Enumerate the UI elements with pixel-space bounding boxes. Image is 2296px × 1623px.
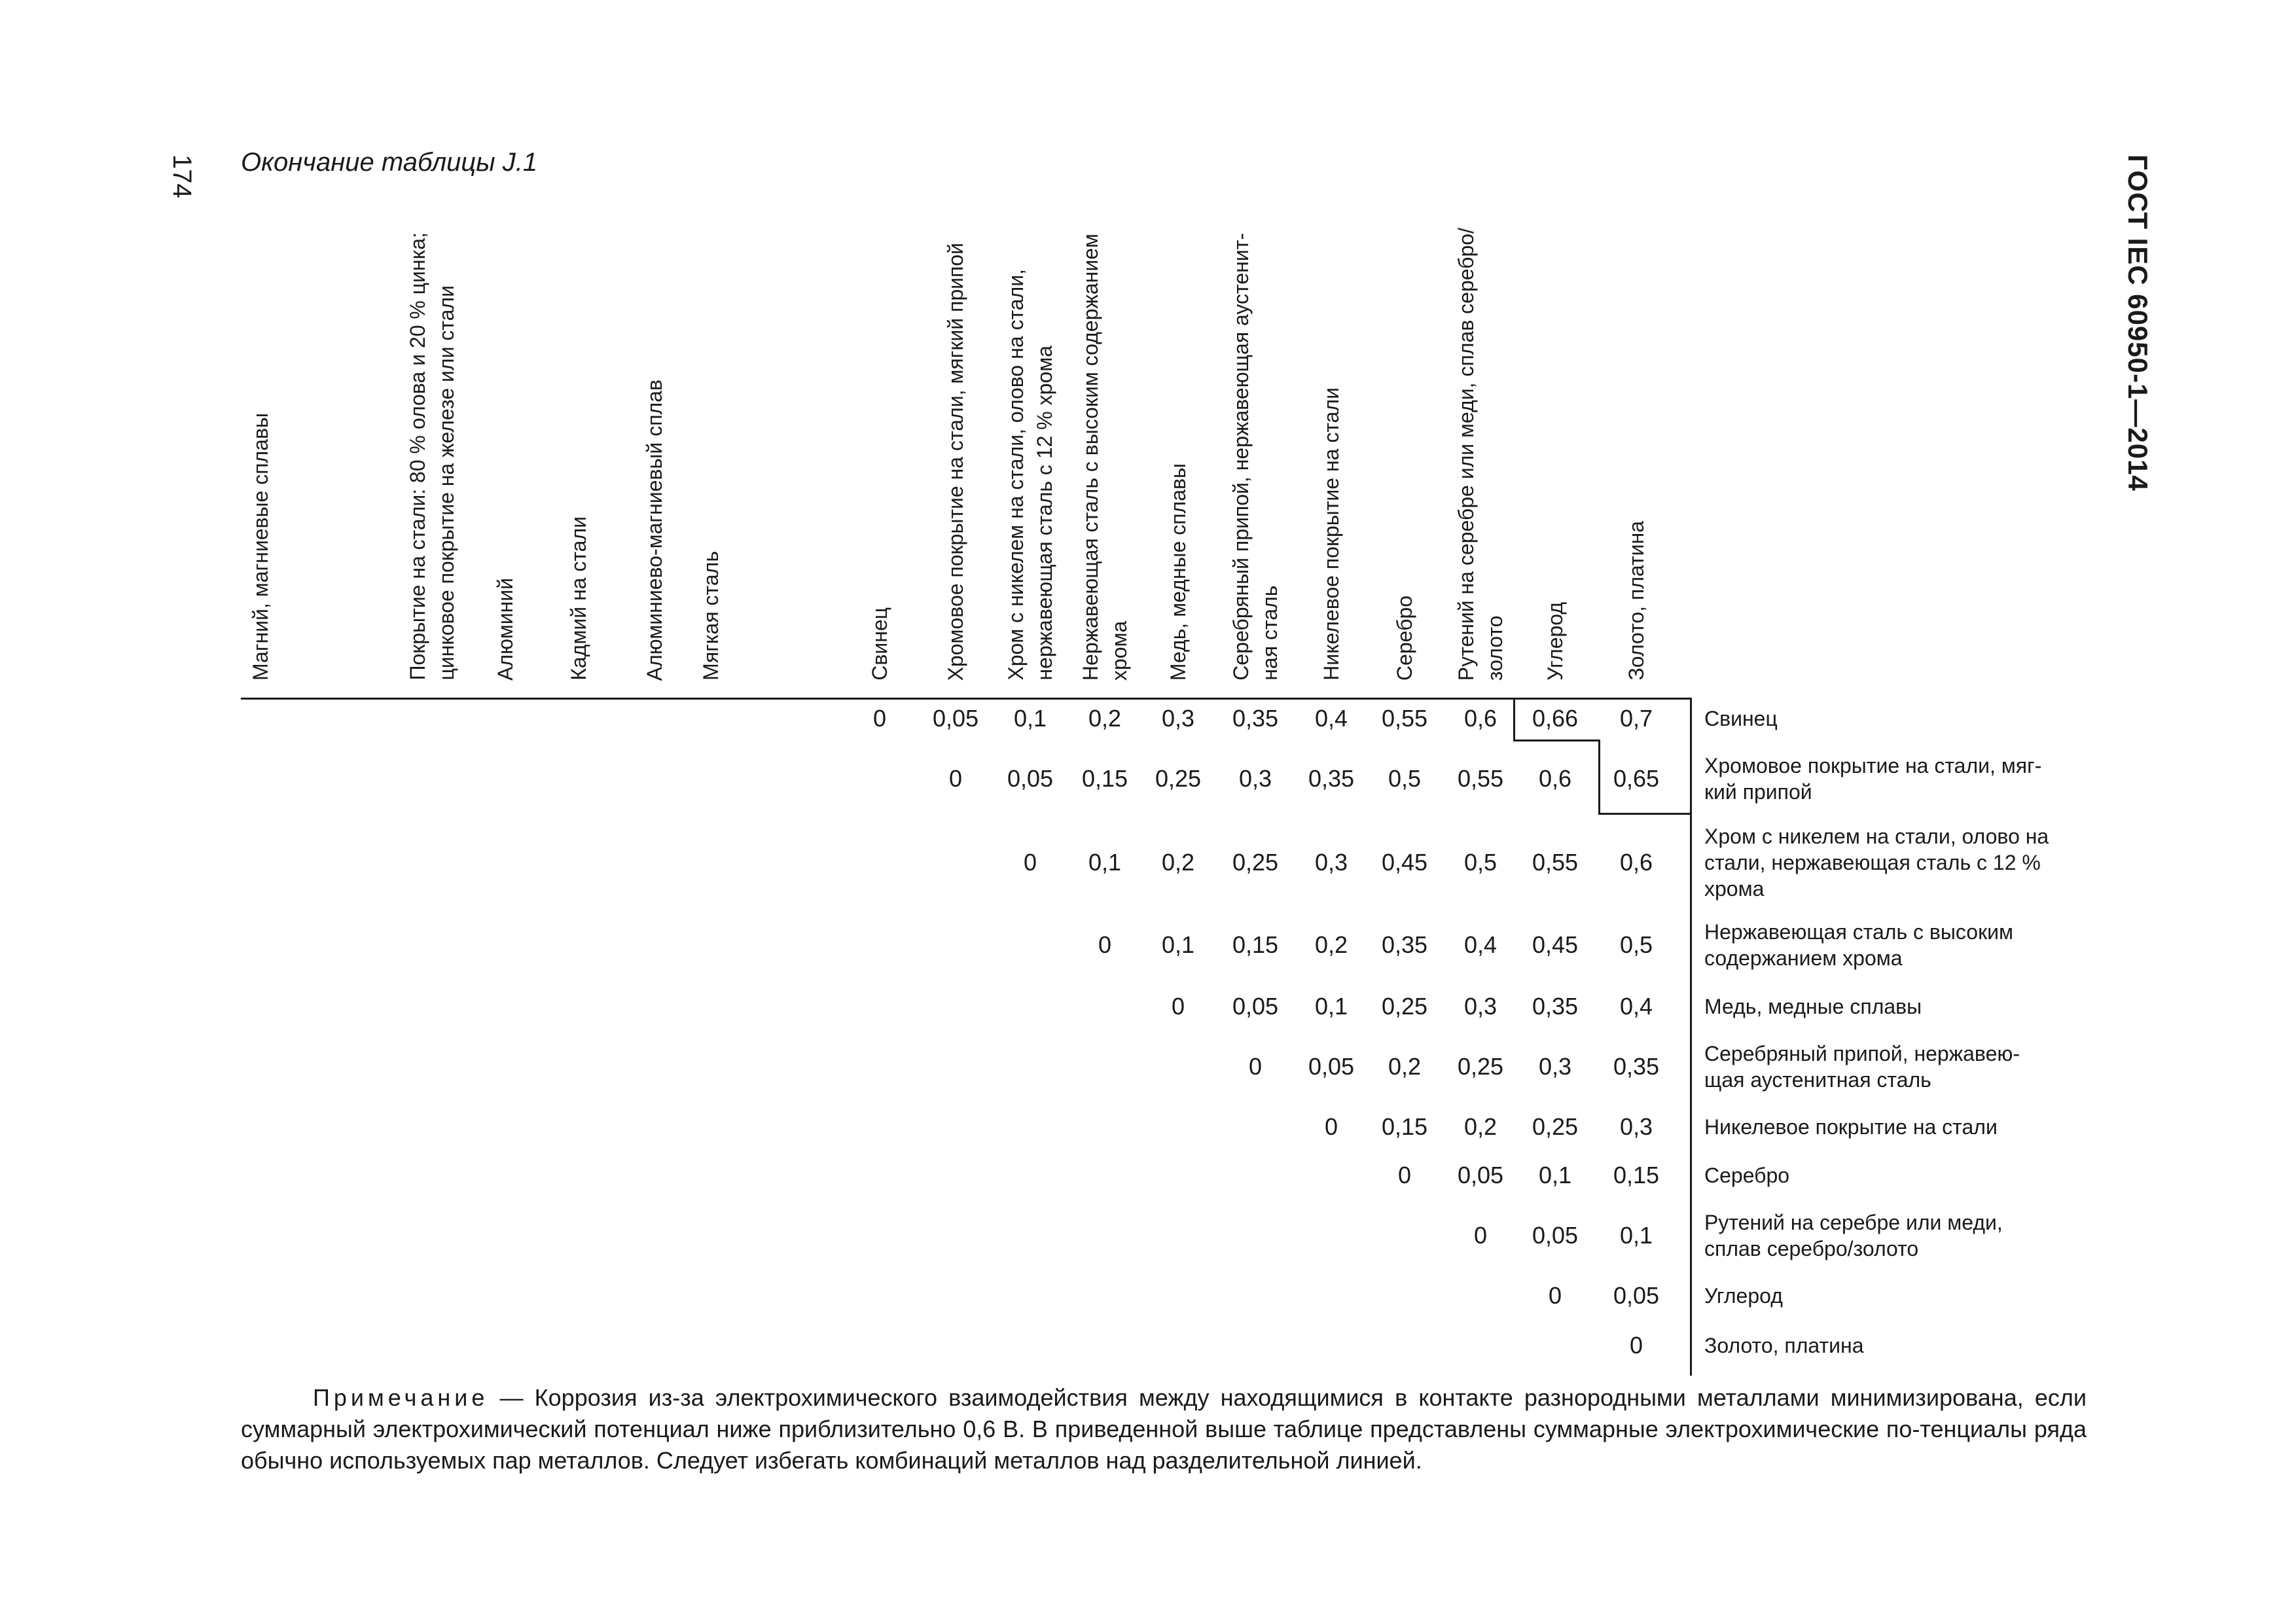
table-cell: 0 xyxy=(1397,1162,1412,1188)
column-header: Свинец xyxy=(868,607,891,681)
note-lead: Примечание xyxy=(313,1384,489,1411)
table-cell: 0,45 xyxy=(1532,931,1579,958)
table-cell: 0,1 xyxy=(1013,705,1047,732)
table-cell: 0,55 xyxy=(1532,849,1579,876)
row-label: Свинец xyxy=(1704,707,1778,730)
row-label: Рутений на серебре или меди, сплав серебро/золото xyxy=(1704,1211,2003,1260)
row-label: Хром с никелем на стали, олово на стали, нержавеющая сталь с 12 % хрома xyxy=(1704,825,2049,901)
table-cell: 0,5 xyxy=(1619,931,1653,958)
row-label: Серебряный припой, нержавею- щая аустенитная сталь xyxy=(1704,1042,2020,1092)
table-cell: 0,3 xyxy=(1619,1113,1653,1140)
row-label: Хромовое покрытие на стали, мяг- кий припой xyxy=(1704,754,2042,804)
table-cell: 0,15 xyxy=(1081,765,1128,792)
table-cell: 0,3 xyxy=(1538,1053,1572,1080)
table-cell: 0 xyxy=(1171,993,1185,1020)
table-cell: 0,1 xyxy=(1161,931,1195,958)
table-cell: 0,35 xyxy=(1532,993,1579,1020)
separator-line xyxy=(1598,740,1600,814)
table-cell: 0 xyxy=(1098,931,1112,958)
table-cell: 0 xyxy=(1629,1332,1643,1359)
row-label: Золото, платина xyxy=(1704,1334,1864,1357)
table-cell: 0,3 xyxy=(1314,849,1348,876)
table-cell: 0,05 xyxy=(1308,1053,1355,1080)
separator-line xyxy=(1513,698,1515,741)
table-cell: 0,2 xyxy=(1388,1053,1422,1080)
column-header: Нержавеющая сталь с высоким содержанием хрома xyxy=(1079,233,1131,681)
column-header: Покрытие на стали: 80 % олова и 20 % цинка; цинковое покрытие на железе или стали xyxy=(406,232,458,681)
table-right-rule xyxy=(1690,698,1692,1376)
table-cell: 0,1 xyxy=(1088,849,1122,876)
column-header: Хромовое покрытие на стали, мягкий припой xyxy=(944,242,967,681)
table-cell: 0,4 xyxy=(1314,705,1348,732)
column-header: Серебряный припой, нержавеющая аустенит- ная сталь xyxy=(1229,233,1282,681)
table-cell: 0,1 xyxy=(1538,1162,1572,1188)
table-cell: 0 xyxy=(948,765,963,792)
table-cell: 0,25 xyxy=(1532,1113,1579,1140)
column-header: Углерод xyxy=(1543,602,1567,681)
row-label: Нержавеющая сталь с высоким содержанием хрома xyxy=(1704,920,2013,970)
row-label: Медь, медные сплавы xyxy=(1704,995,1922,1018)
table-cell: 0,15 xyxy=(1381,1113,1428,1140)
table-cell: 0,35 xyxy=(1381,931,1428,958)
table-cell: 0,5 xyxy=(1388,765,1422,792)
note-text: — Коррозия из-за электрохимического взаимодействия между находящимися в контакте разнородными металлами минимизирована, если суммарный электрохимический потенциал ниже приблизительно 0,6 В. В приведенной выше таблице представлены суммарные электрохимические по-тенциалы ряда обычно используемых пар металлов. Следует избегать комбинаций металлов над разделительной линией. xyxy=(241,1384,2087,1474)
column-header: Мягкая сталь xyxy=(699,551,723,681)
table-top-rule xyxy=(241,698,1690,700)
table-cell: 0,65 xyxy=(1613,765,1660,792)
table-cell: 0,25 xyxy=(1381,993,1428,1020)
table-cell: 0,2 xyxy=(1161,849,1195,876)
table-cell: 0,05 xyxy=(1613,1282,1660,1309)
table-cell: 0,15 xyxy=(1613,1162,1660,1188)
separator-line xyxy=(1598,813,1691,815)
table-cell: 0,05 xyxy=(1457,1162,1504,1188)
table-cell: 0,55 xyxy=(1381,705,1428,732)
table-cell: 0,55 xyxy=(1457,765,1504,792)
column-header: Алюминиево-магниевый сплав xyxy=(643,379,666,681)
table-cell: 0,6 xyxy=(1538,765,1572,792)
table-cell: 0,25 xyxy=(1232,849,1279,876)
row-label: Серебро xyxy=(1704,1164,1790,1187)
table-cell: 0,2 xyxy=(1314,931,1348,958)
column-header: Рутений на серебре или меди, сплав серебро/ золото xyxy=(1454,227,1507,681)
table-cell: 0,05 xyxy=(1532,1222,1579,1249)
table-cell: 0 xyxy=(872,705,887,732)
row-label: Углерод xyxy=(1704,1284,1783,1308)
table-cell: 0,05 xyxy=(1232,993,1279,1020)
table-cell: 0,6 xyxy=(1463,705,1498,732)
table-cell: 0,66 xyxy=(1532,705,1579,732)
table-cell: 0,35 xyxy=(1232,705,1279,732)
table-cell: 0,05 xyxy=(932,705,979,732)
table-cell: 0,25 xyxy=(1457,1053,1504,1080)
column-header: Медь, медные сплавы xyxy=(1166,463,1190,681)
page-number: 174 xyxy=(168,154,196,198)
table-cell: 0 xyxy=(1548,1282,1562,1309)
table-cell: 0,7 xyxy=(1619,705,1653,732)
table-cell: 0,2 xyxy=(1088,705,1122,732)
column-header: Кадмий на стали xyxy=(567,516,590,681)
document-title: ГОСТ IEC 60950-1—2014 xyxy=(2123,154,2153,491)
table-cell: 0,1 xyxy=(1619,1222,1653,1249)
table-cell: 0,45 xyxy=(1381,849,1428,876)
table-cell: 0 xyxy=(1023,849,1037,876)
table-cell: 0,3 xyxy=(1238,765,1272,792)
table-cell: 0,4 xyxy=(1619,993,1653,1020)
table-cell: 0,4 xyxy=(1463,931,1498,958)
table-cell: 0,15 xyxy=(1232,931,1279,958)
table-cell: 0,5 xyxy=(1463,849,1498,876)
table-caption: Окончание таблицы J.1 xyxy=(241,148,538,177)
column-header: Хром с никелем на стали, олово на стали, нержавеющая сталь с 12 % хрома xyxy=(1004,269,1056,681)
table-cell: 0 xyxy=(1248,1053,1263,1080)
table-cell: 0,3 xyxy=(1463,993,1498,1020)
column-header: Никелевое покрытие на стали xyxy=(1319,387,1343,681)
column-header: Золото, платина xyxy=(1624,521,1648,681)
table-cell: 0,1 xyxy=(1314,993,1348,1020)
table-note xyxy=(241,1382,2087,1476)
table-cell: 0,2 xyxy=(1463,1113,1498,1140)
table-cell: 0,35 xyxy=(1308,765,1355,792)
column-header: Серебро xyxy=(1393,595,1416,681)
table-cell: 0,25 xyxy=(1155,765,1202,792)
table-cell: 0,3 xyxy=(1161,705,1195,732)
column-header: Магний, магниевые сплавы xyxy=(249,413,272,681)
table-cell: 0,05 xyxy=(1007,765,1054,792)
separator-line xyxy=(1513,740,1600,741)
table-cell: 0 xyxy=(1324,1113,1338,1140)
table-cell: 0,35 xyxy=(1613,1053,1660,1080)
table-cell: 0 xyxy=(1473,1222,1488,1249)
column-header: Алюминий xyxy=(493,578,517,681)
row-label: Никелевое покрытие на стали xyxy=(1704,1115,1998,1139)
table-cell: 0,6 xyxy=(1619,849,1653,876)
